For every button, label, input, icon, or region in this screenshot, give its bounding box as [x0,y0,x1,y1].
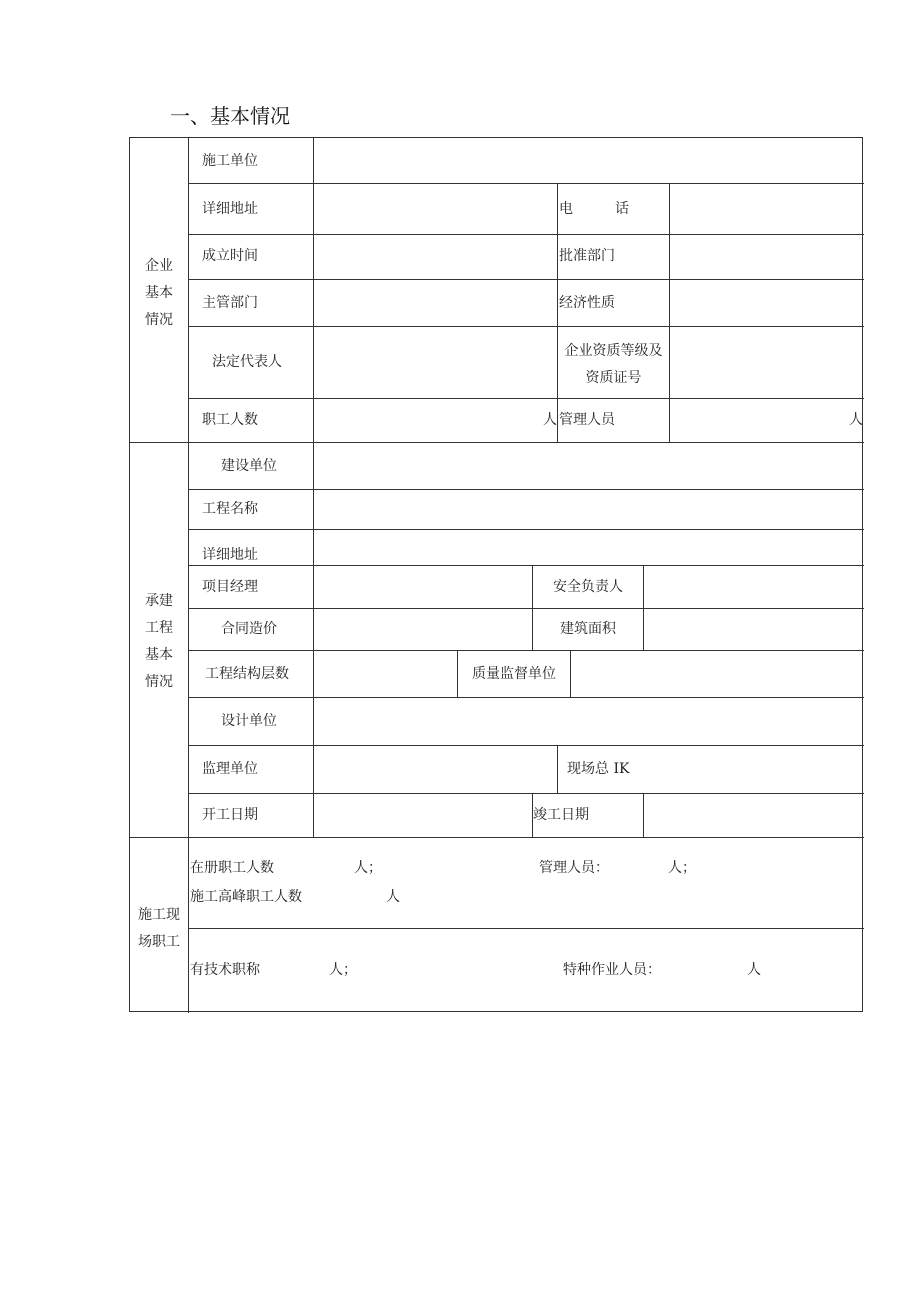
row-divider [188,529,864,530]
label-supervisor-dept: 主管部门 [202,295,258,311]
column-divider [570,650,571,697]
label-managers: 管理人员 [559,412,615,428]
label-legal-rep: 法定代表人 [212,354,282,370]
label-structure-floors: 工程结构层数 [205,666,289,682]
label-project-address: 详细地址 [202,547,258,563]
label-special-workers: 特种作业人员： [563,962,661,978]
label-design-unit: 设计单位 [221,713,277,729]
row-divider [188,183,864,184]
basic-info-form [129,137,863,1012]
label-project-manager: 项目经理 [202,579,258,595]
page-title: 一、基本情况 [170,104,290,128]
section-label-enterprise: 企业 基本 情况 [145,258,173,328]
column-divider [557,745,558,793]
unit-person: 人； [668,860,696,876]
label-supervision-unit: 监理单位 [202,761,258,777]
label-quality-supervision: 质量监督单位 [472,666,556,682]
label-economic-nature: 经济性质 [559,295,615,311]
label-construction-unit: 施工单位 [202,153,258,169]
label-technical-title: 有技术职称 [190,962,260,978]
column-divider [188,138,189,1013]
column-divider [643,793,644,837]
column-divider [669,183,670,442]
row-divider [188,608,864,609]
label-builder-unit: 建设单位 [221,458,277,474]
row-divider [188,565,864,566]
row-divider [188,745,864,746]
row-divider [188,326,864,327]
section-divider [130,837,864,838]
label-start-date: 开工日期 [202,807,258,823]
label-staff-count: 职工人数 [202,412,258,428]
row-divider [188,697,864,698]
label-qualification-line1: 企业资质等级及 [564,343,663,359]
column-divider [313,138,314,442]
label-safety-lead: 安全负责人 [553,579,623,595]
unit-person: 人； [354,860,382,876]
row-divider [188,398,864,399]
label-established: 成立时间 [202,248,258,264]
label-approval-dept: 批准部门 [559,248,615,264]
column-divider [313,442,314,837]
unit-person: 人； [329,962,357,978]
unit-person: 人 [747,962,761,978]
column-divider [643,565,644,650]
section-label-project: 承建 工程 基本 情况 [145,593,173,690]
row-divider [188,928,864,929]
label-project-name: 工程名称 [202,501,258,517]
row-divider [188,650,864,651]
label-site-managers: 管理人员： [539,860,609,876]
label-building-area: 建筑面积 [560,621,616,637]
row-divider [188,234,864,235]
label-peak-staff: 施工高峰职工人数 [190,889,302,905]
label-completion-date: 竣工日期 [533,807,589,823]
row-divider [188,793,864,794]
section-label-site-staff: 施工现 场职工 [138,907,180,950]
section-divider [130,442,864,443]
column-divider [557,183,558,442]
row-divider [188,279,864,280]
label-contract-price: 合同造价 [221,621,277,637]
label-qualification-line2: 资质证号 [585,370,642,386]
label-site-chief: 现场总 IK [567,761,630,777]
unit-person: 人 [849,412,863,428]
label-phone: 电 话 [559,201,629,217]
unit-person: 人 [543,412,557,428]
unit-person: 人 [386,889,400,905]
row-divider [188,489,864,490]
label-registered-staff: 在册职工人数 [190,860,274,876]
label-address: 详细地址 [202,201,258,217]
